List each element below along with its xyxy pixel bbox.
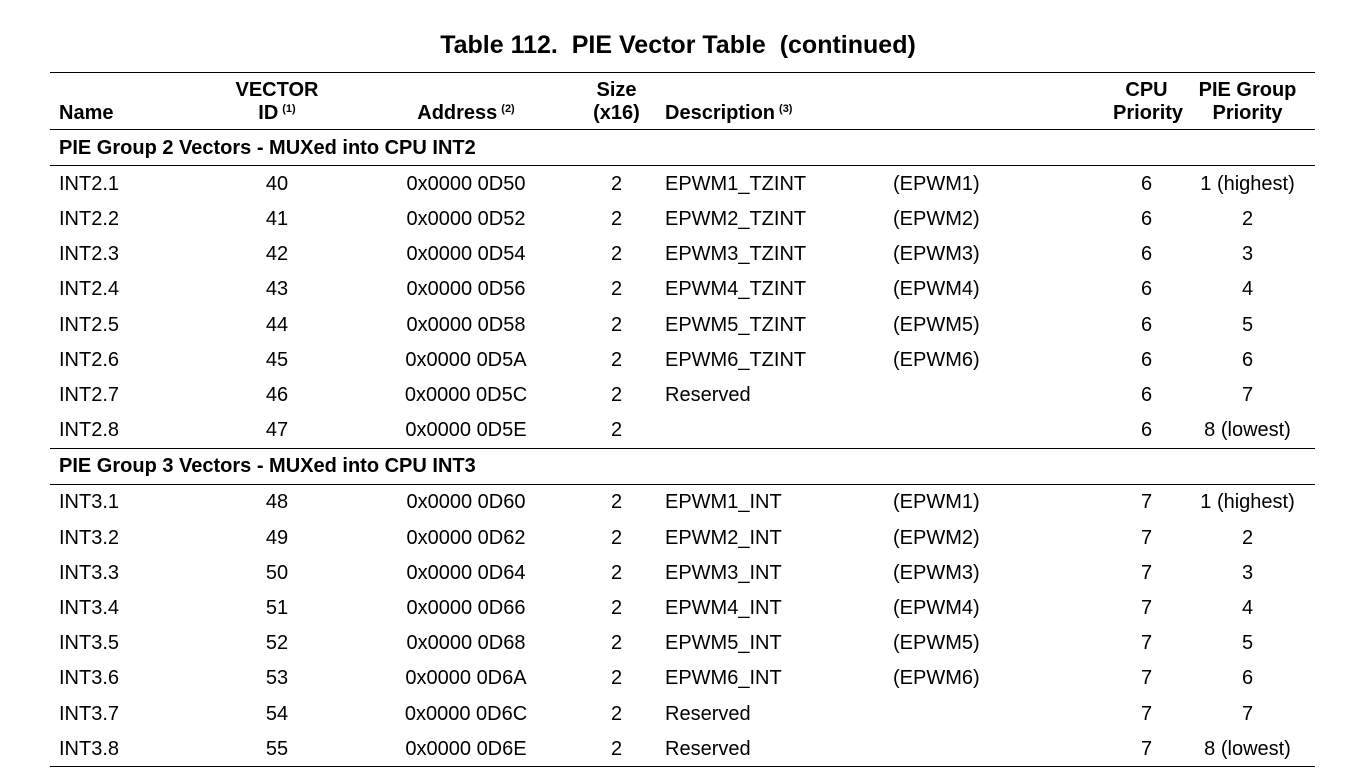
cell-address: 0x0000 0D6C [404, 702, 528, 725]
cell-spacer [1047, 661, 1113, 696]
header-vector-id: VECTOR ID $^{(1)}$ [235, 79, 319, 124]
cell-description: Reserved [665, 702, 751, 725]
cell-vector-id: 53 [265, 667, 289, 690]
cell-description: EPWM5_INT [665, 632, 782, 655]
cell-cpu-priority: 7 [1140, 632, 1153, 655]
cell-address: 0x0000 0D50 [406, 172, 526, 195]
table-row [50, 342, 1315, 377]
cell-spacer [1047, 201, 1113, 236]
table-row [50, 413, 1315, 449]
cell-address: 0x0000 0D52 [406, 207, 526, 230]
cell-address: 0x0000 0D66 [406, 597, 526, 620]
cell-description: EPWM5_TZINT [665, 313, 807, 336]
cell-vector-id: 42 [265, 243, 289, 266]
cell-cpu-priority: 7 [1140, 737, 1153, 760]
cell-cpu-priority: 6 [1140, 383, 1153, 406]
cell-description: EPWM3_INT [665, 561, 782, 584]
cell-vector-id: 51 [265, 597, 289, 620]
cell-size: 2 [610, 348, 623, 371]
cell-vector-id: 47 [265, 419, 289, 442]
group-title: PIE Group 2 Vectors - MUXed into CPU INT2 [59, 136, 476, 159]
cell-vector-id: 45 [265, 348, 289, 371]
table-row [50, 484, 1315, 520]
cell-pie-group-priority: 2 [1241, 207, 1254, 230]
cell-description: EPWM1_TZINT [665, 172, 807, 195]
cell-description: EPWM3_TZINT [665, 243, 807, 266]
cell-address: 0x0000 0D62 [406, 526, 526, 549]
cell-spacer [1047, 484, 1113, 520]
table-row [50, 201, 1315, 236]
cell-pie-group-priority: 5 [1241, 632, 1254, 655]
cell-address: 0x0000 0D5A [405, 348, 527, 371]
cell-size: 2 [610, 278, 623, 301]
cell-description: EPWM6_INT [665, 667, 782, 690]
cell-size: 2 [610, 313, 623, 336]
table-row [50, 237, 1315, 272]
cell-peripheral: (EPWM3) [893, 561, 980, 584]
cell-description: EPWM1_INT [665, 491, 782, 514]
cell-address: 0x0000 0D5E [405, 419, 527, 442]
cell-peripheral: (EPWM5) [893, 313, 980, 336]
cell-vector-id: 44 [265, 313, 289, 336]
cell-peripheral: (EPWM5) [893, 632, 980, 655]
cell-cpu-priority: 7 [1140, 526, 1153, 549]
cell-peripheral: (EPWM2) [893, 526, 980, 549]
cell-spacer [1047, 307, 1113, 342]
header-cpu-priority: CPU Priority [1113, 79, 1184, 124]
cell-pie-group-priority: 8 (lowest) [1204, 419, 1291, 442]
cell-pie-group-priority: 3 [1241, 561, 1254, 584]
cell-pie-group-priority: 1 (highest) [1200, 491, 1295, 514]
cell-vector-id: 49 [265, 526, 289, 549]
cell-description: Reserved [665, 383, 751, 406]
cell-peripheral: (EPWM1) [893, 491, 980, 514]
cell-cpu-priority: 6 [1140, 207, 1153, 230]
cell-description: EPWM4_TZINT [665, 278, 807, 301]
table-group-2 [50, 130, 1315, 449]
cell-size: 2 [610, 702, 623, 725]
cell-address: 0x0000 0D58 [406, 313, 526, 336]
header-size: Size (x16) [593, 79, 640, 124]
cell-peripheral [893, 377, 1047, 412]
cell-pie-group-priority: 3 [1241, 243, 1254, 266]
cell-peripheral [893, 696, 1047, 731]
table-caption: Table 112. PIE Vector Table (continued) [440, 31, 916, 59]
cell-peripheral: (EPWM4) [893, 278, 980, 301]
table-row [50, 590, 1315, 625]
cell-description [665, 413, 893, 449]
cell-address: 0x0000 0D6A [405, 667, 527, 690]
cell-size: 2 [610, 667, 623, 690]
cell-pie-group-priority: 4 [1241, 278, 1254, 301]
cell-size: 2 [610, 597, 623, 620]
cell-spacer [1047, 520, 1113, 555]
table-row [50, 696, 1315, 731]
cell-name: INT2.3 [59, 243, 120, 266]
group-title: PIE Group 3 Vectors - MUXed into CPU INT3 [59, 455, 476, 478]
cell-size: 2 [610, 632, 623, 655]
cell-name: INT2.2 [59, 207, 120, 230]
cell-vector-id: 46 [265, 383, 289, 406]
cell-name: INT2.6 [59, 348, 120, 371]
cell-peripheral: (EPWM1) [893, 172, 980, 195]
cell-vector-id: 43 [265, 278, 289, 301]
cell-description: EPWM2_TZINT [665, 207, 807, 230]
cell-name: INT3.3 [59, 561, 120, 584]
cell-address: 0x0000 0D60 [406, 491, 526, 514]
cell-cpu-priority: 7 [1140, 491, 1153, 514]
cell-cpu-priority: 7 [1140, 597, 1153, 620]
cell-peripheral: (EPWM2) [893, 207, 980, 230]
cell-pie-group-priority: 1 (highest) [1200, 172, 1295, 195]
cell-cpu-priority: 7 [1140, 667, 1153, 690]
cell-vector-id: 40 [265, 172, 289, 195]
cell-vector-id: 41 [265, 207, 289, 230]
cell-name: INT3.2 [59, 526, 120, 549]
table-row [50, 661, 1315, 696]
cell-spacer [1047, 237, 1113, 272]
pie-vector-table [50, 72, 1315, 767]
cell-size: 2 [610, 207, 623, 230]
cell-pie-group-priority: 5 [1241, 313, 1254, 336]
cell-spacer [1047, 166, 1113, 202]
group-header-row [50, 130, 1315, 166]
cell-spacer [1047, 696, 1113, 731]
cell-size: 2 [610, 383, 623, 406]
table-row [50, 166, 1315, 202]
table-row [50, 731, 1315, 767]
cell-spacer [1047, 413, 1113, 449]
cell-cpu-priority: 6 [1140, 278, 1153, 301]
cell-name: INT3.4 [59, 597, 120, 620]
header-name: Name [59, 102, 114, 124]
cell-spacer [1047, 731, 1113, 767]
cell-size: 2 [610, 561, 623, 584]
table-row [50, 377, 1315, 412]
header-spacer [1047, 73, 1113, 130]
cell-spacer [1047, 626, 1113, 661]
table-row [50, 520, 1315, 555]
table-row [50, 555, 1315, 590]
cell-address: 0x0000 0D68 [406, 632, 526, 655]
cell-description: EPWM6_TZINT [665, 348, 807, 371]
cell-peripheral: (EPWM6) [893, 667, 980, 690]
cell-description: EPWM2_INT [665, 526, 782, 549]
table-row [50, 307, 1315, 342]
cell-peripheral: (EPWM4) [893, 597, 980, 620]
cell-vector-id: 54 [265, 702, 289, 725]
cell-pie-group-priority: 2 [1241, 526, 1254, 549]
table-group-3 [50, 448, 1315, 767]
cell-peripheral [893, 731, 1047, 767]
cell-peripheral: (EPWM3) [893, 243, 980, 266]
cell-name: INT2.5 [59, 313, 120, 336]
cell-address: 0x0000 0D54 [406, 243, 526, 266]
header-pie-group-priority: PIE Group Priority [1198, 79, 1297, 124]
cell-size: 2 [610, 737, 623, 760]
cell-cpu-priority: 6 [1140, 348, 1153, 371]
cell-size: 2 [610, 172, 623, 195]
footnote-ref-3: (3) [779, 103, 793, 115]
cell-peripheral [893, 413, 1047, 449]
cell-name: INT3.5 [59, 632, 120, 655]
cell-spacer [1047, 377, 1113, 412]
cell-spacer [1047, 272, 1113, 307]
cell-description: EPWM4_INT [665, 597, 782, 620]
cell-peripheral: (EPWM6) [893, 348, 980, 371]
cell-pie-group-priority: 6 [1241, 348, 1254, 371]
cell-vector-id: 55 [265, 737, 289, 760]
cell-pie-group-priority: 7 [1241, 383, 1254, 406]
cell-pie-group-priority: 4 [1241, 597, 1254, 620]
cell-address: 0x0000 0D56 [406, 278, 526, 301]
cell-vector-id: 48 [265, 491, 289, 514]
cell-size: 2 [610, 243, 623, 266]
header-description: Description $^{(3)}$ [665, 102, 793, 124]
header-address: Address $^{(2)}$ [417, 102, 515, 124]
cell-size: 2 [610, 491, 623, 514]
cell-vector-id: 50 [265, 561, 289, 584]
cell-description: Reserved [665, 737, 751, 760]
cell-pie-group-priority: 8 (lowest) [1204, 737, 1291, 760]
cell-name: INT2.1 [59, 172, 120, 195]
cell-cpu-priority: 7 [1140, 702, 1153, 725]
cell-cpu-priority: 6 [1140, 419, 1153, 442]
table-header-row [50, 73, 1315, 130]
cell-address: 0x0000 0D64 [406, 561, 526, 584]
group-header-row [50, 448, 1315, 484]
cell-cpu-priority: 6 [1140, 313, 1153, 336]
cell-name: INT3.6 [59, 667, 120, 690]
cell-name: INT3.8 [59, 737, 120, 760]
cell-name: INT3.7 [59, 702, 120, 725]
cell-spacer [1047, 555, 1113, 590]
cell-name: INT2.8 [59, 419, 120, 442]
cell-name: INT2.4 [59, 278, 120, 301]
table-row [50, 272, 1315, 307]
cell-size: 2 [610, 419, 623, 442]
cell-cpu-priority: 7 [1140, 561, 1153, 584]
cell-vector-id: 52 [265, 632, 289, 655]
table-row [50, 626, 1315, 661]
cell-cpu-priority: 6 [1140, 243, 1153, 266]
cell-address: 0x0000 0D5C [404, 383, 528, 406]
footnote-ref-2: (2) [501, 103, 515, 115]
cell-pie-group-priority: 7 [1241, 702, 1254, 725]
cell-address: 0x0000 0D6E [405, 737, 527, 760]
cell-name: INT2.7 [59, 383, 120, 406]
cell-spacer [1047, 590, 1113, 625]
footnote-ref-1: (1) [282, 103, 296, 115]
cell-size: 2 [610, 526, 623, 549]
cell-cpu-priority: 6 [1140, 172, 1153, 195]
cell-pie-group-priority: 6 [1241, 667, 1254, 690]
cell-name: INT3.1 [59, 491, 120, 514]
cell-spacer [1047, 342, 1113, 377]
